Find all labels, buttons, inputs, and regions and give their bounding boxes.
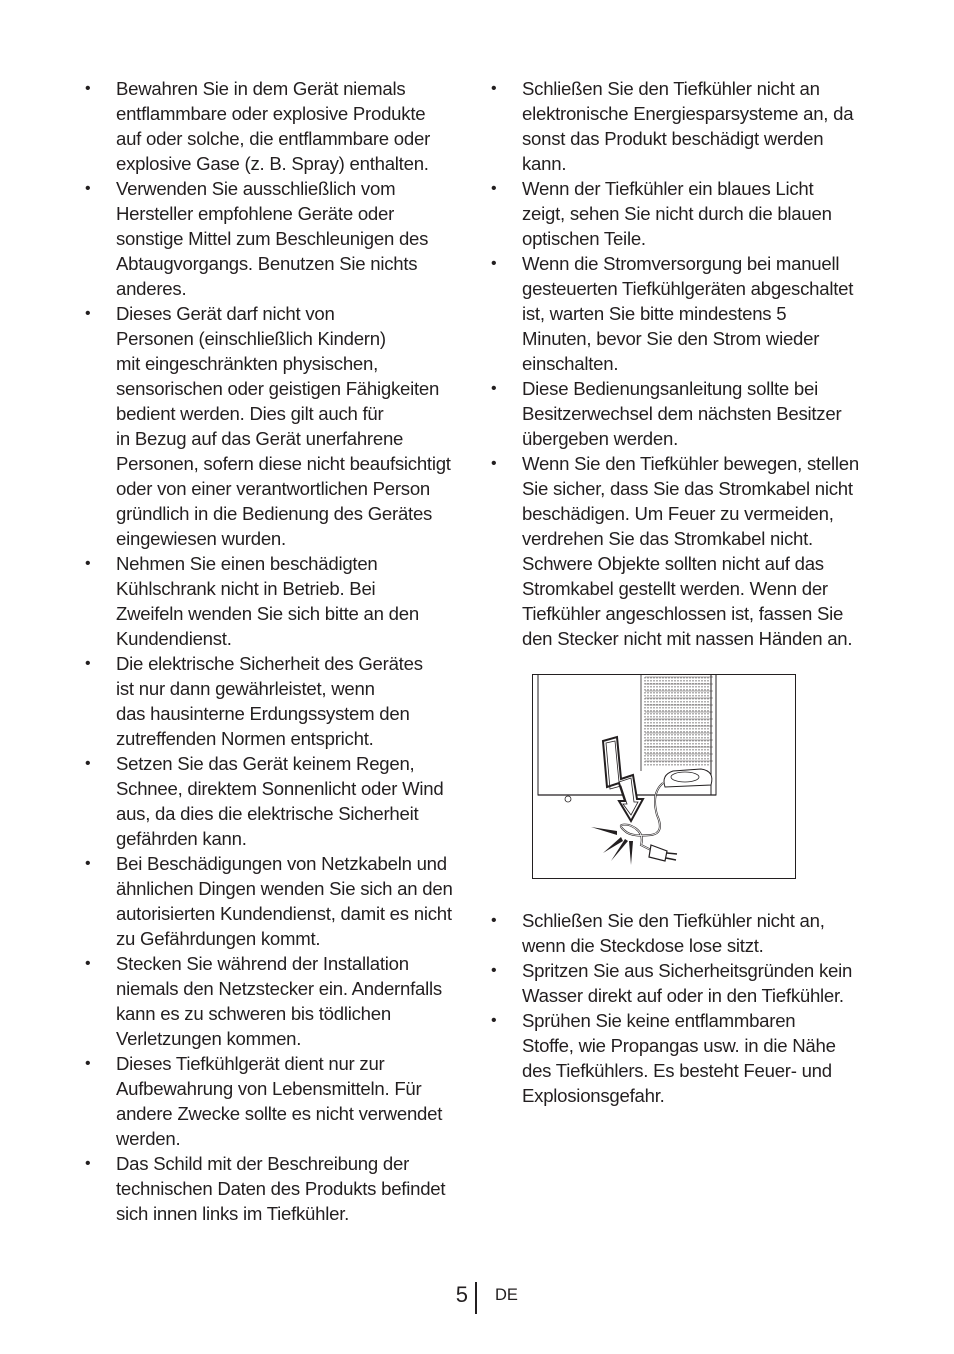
bullet-text: Die elektrische Sicherheit des Gerätes ist nur dann gewährleistet, wenn das hausinterne Erdungssystem den zutreffenden Normen entspricht. [116, 653, 423, 749]
bullet-dot: • [491, 1012, 497, 1029]
bullet-dot: • [491, 380, 497, 397]
right-column-bottom [490, 908, 882, 1108]
bullet-text: Dieses Tiefkühlgerät dient nur zur Aufbewahrung von Lebensmitteln. Für andere Zwecke sollte es nicht verwendet werden. [116, 1053, 443, 1149]
bullet-item [84, 301, 474, 551]
bullet-dot: • [491, 912, 497, 929]
bullet-dot: • [85, 305, 91, 322]
bullet-text: Wenn die Stromversorgung bei manuell gesteuerten Tiefkühlgeräten abgeschaltet ist, warten Sie bitte mindestens 5 Minuten, bevor Sie den Strom wieder einschalten. [522, 253, 854, 374]
bullet-text: Nehmen Sie einen beschädigten Kühlschrank nicht in Betrieb. Bei Zweifeln wenden Sie sich bitte an den Kundendienst. [116, 553, 419, 649]
bullet-text: Das Schild mit der Beschreibung der technischen Daten des Produkts befindet sich innen links im Tiefkühler. [116, 1153, 446, 1224]
bullet-dot: • [85, 1055, 91, 1072]
bullet-item [84, 176, 474, 301]
right-column-top [490, 76, 882, 651]
bullet-item [84, 951, 474, 1051]
bullet-item [490, 451, 882, 651]
bullet-text: Setzen Sie das Gerät keinem Regen, Schnee, direktem Sonnenlicht oder Wind aus, da dies die elektrische Sicherheit gefährden kann. [116, 753, 444, 849]
left-bullet-list [84, 76, 474, 1226]
left-column [84, 76, 474, 1226]
bullet-text: Diese Bedienungsanleitung sollte bei Besitzerwechsel dem nächsten Besitzer übergeben werden. [522, 378, 842, 449]
bullet-text: Stecken Sie während der Installation niemals den Netzstecker ein. Andernfalls kann es zu schweren bis tödlichen Verletzungen kommen. [116, 953, 442, 1049]
bullet-item [490, 1008, 882, 1108]
bullet-item [490, 376, 882, 451]
bullet-item [84, 651, 474, 751]
bullet-item [84, 1051, 474, 1151]
bullet-text: Schließen Sie den Tiefkühler nicht an elektronische Energiesparsysteme an, da sonst das Produkt beschädigt werden kann. [522, 78, 854, 174]
bullet-item [490, 958, 882, 1008]
bullet-text: Dieses Gerät darf nicht von Personen (einschließlich Kindern) mit eingeschränkten physischen, sensorischen oder geistigen Fähigkeiten bedient werden. Dies gilt auch für in Bezug auf das Gerät unerfahrene Personen, sofern diese nicht beaufsichtigt oder von einer verantwortlichen Person gründlich in die Bedienung des Gerätes eingewiesen wurden. [116, 303, 451, 549]
bullet-item [84, 76, 474, 176]
bullet-text: Wenn Sie den Tiefkühler bewegen, stellen Sie sicher, dass Sie das Stromkabel nicht beschädigen. Um Feuer zu vermeiden, verdrehen Sie das Stromkabel nicht. Schwere Objekte sollten nicht auf das Stromkabel gestellt werden. Wenn der Tiefkühler angeschlossen ist, fassen Sie den Stecker nicht mit nassen Händen an. [522, 453, 859, 649]
bullet-dot: • [491, 180, 497, 197]
cable-warning-illustration [532, 674, 796, 879]
power-plug-icon [649, 845, 677, 861]
right-bottom-bullet-list [490, 908, 882, 1108]
bullet-dot: • [85, 655, 91, 672]
page-footer [0, 1280, 954, 1320]
page-number: 5 [455, 1282, 468, 1307]
bullet-dot: • [491, 255, 497, 272]
bullet-dot: • [491, 962, 497, 979]
bullet-dot: • [85, 755, 91, 772]
bullet-text: Spritzen Sie aus Sicherheitsgründen kein Wasser direkt auf oder in den Tiefkühler. [522, 960, 853, 1006]
bullet-dot: • [85, 855, 91, 872]
bullet-dot: • [85, 955, 91, 972]
illustration-svg [533, 675, 794, 877]
bullet-dot: • [85, 80, 91, 97]
bullet-dot: • [85, 180, 91, 197]
bullet-item [84, 551, 474, 651]
right-top-bullet-list [490, 76, 882, 651]
bullet-text: Bewahren Sie in dem Gerät niemals entflammbare oder explosive Produkte auf oder solche, die entflammbare oder explosive Gase (z. B. Spray) enthalten. [116, 78, 431, 174]
bullet-item [84, 751, 474, 851]
bullet-item [490, 76, 882, 176]
bullet-item [84, 851, 474, 951]
bullet-text: Wenn der Tiefkühler ein blaues Licht zeigt, sehen Sie nicht durch die blauen optischen Teile. [522, 178, 832, 249]
footer-divider [475, 1282, 477, 1314]
bullet-text: Schließen Sie den Tiefkühler nicht an, wenn die Steckdose lose sitzt. [522, 910, 825, 956]
bullet-item [490, 176, 882, 251]
bullet-text: Bei Beschädigungen von Netzkabeln und ähnlichen Dingen wenden Sie sich an den autorisierten Kundendienst, damit es nicht zu Gefährdungen kommt. [116, 853, 453, 949]
bullet-item [490, 251, 882, 376]
bullet-dot: • [491, 80, 497, 97]
bullet-text: Sprühen Sie keine entflammbaren Stoffe, wie Propangas usw. in die Nähe des Tiefkühlers. Es besteht Feuer- und Explosionsgefahr. [522, 1010, 836, 1106]
bullet-item [490, 908, 882, 958]
bullet-item [84, 1151, 474, 1226]
bullet-dot: • [85, 555, 91, 572]
bullet-text: Verwenden Sie ausschließlich vom Hersteller empfohlene Geräte oder sonstige Mittel zum Beschleunigen des Abtaugvorgangs. Benutzen Sie nichts anderes. [116, 178, 429, 299]
bullet-dot: • [85, 1155, 91, 1172]
bullet-dot: • [491, 455, 497, 472]
language-code: DE [495, 1286, 518, 1304]
